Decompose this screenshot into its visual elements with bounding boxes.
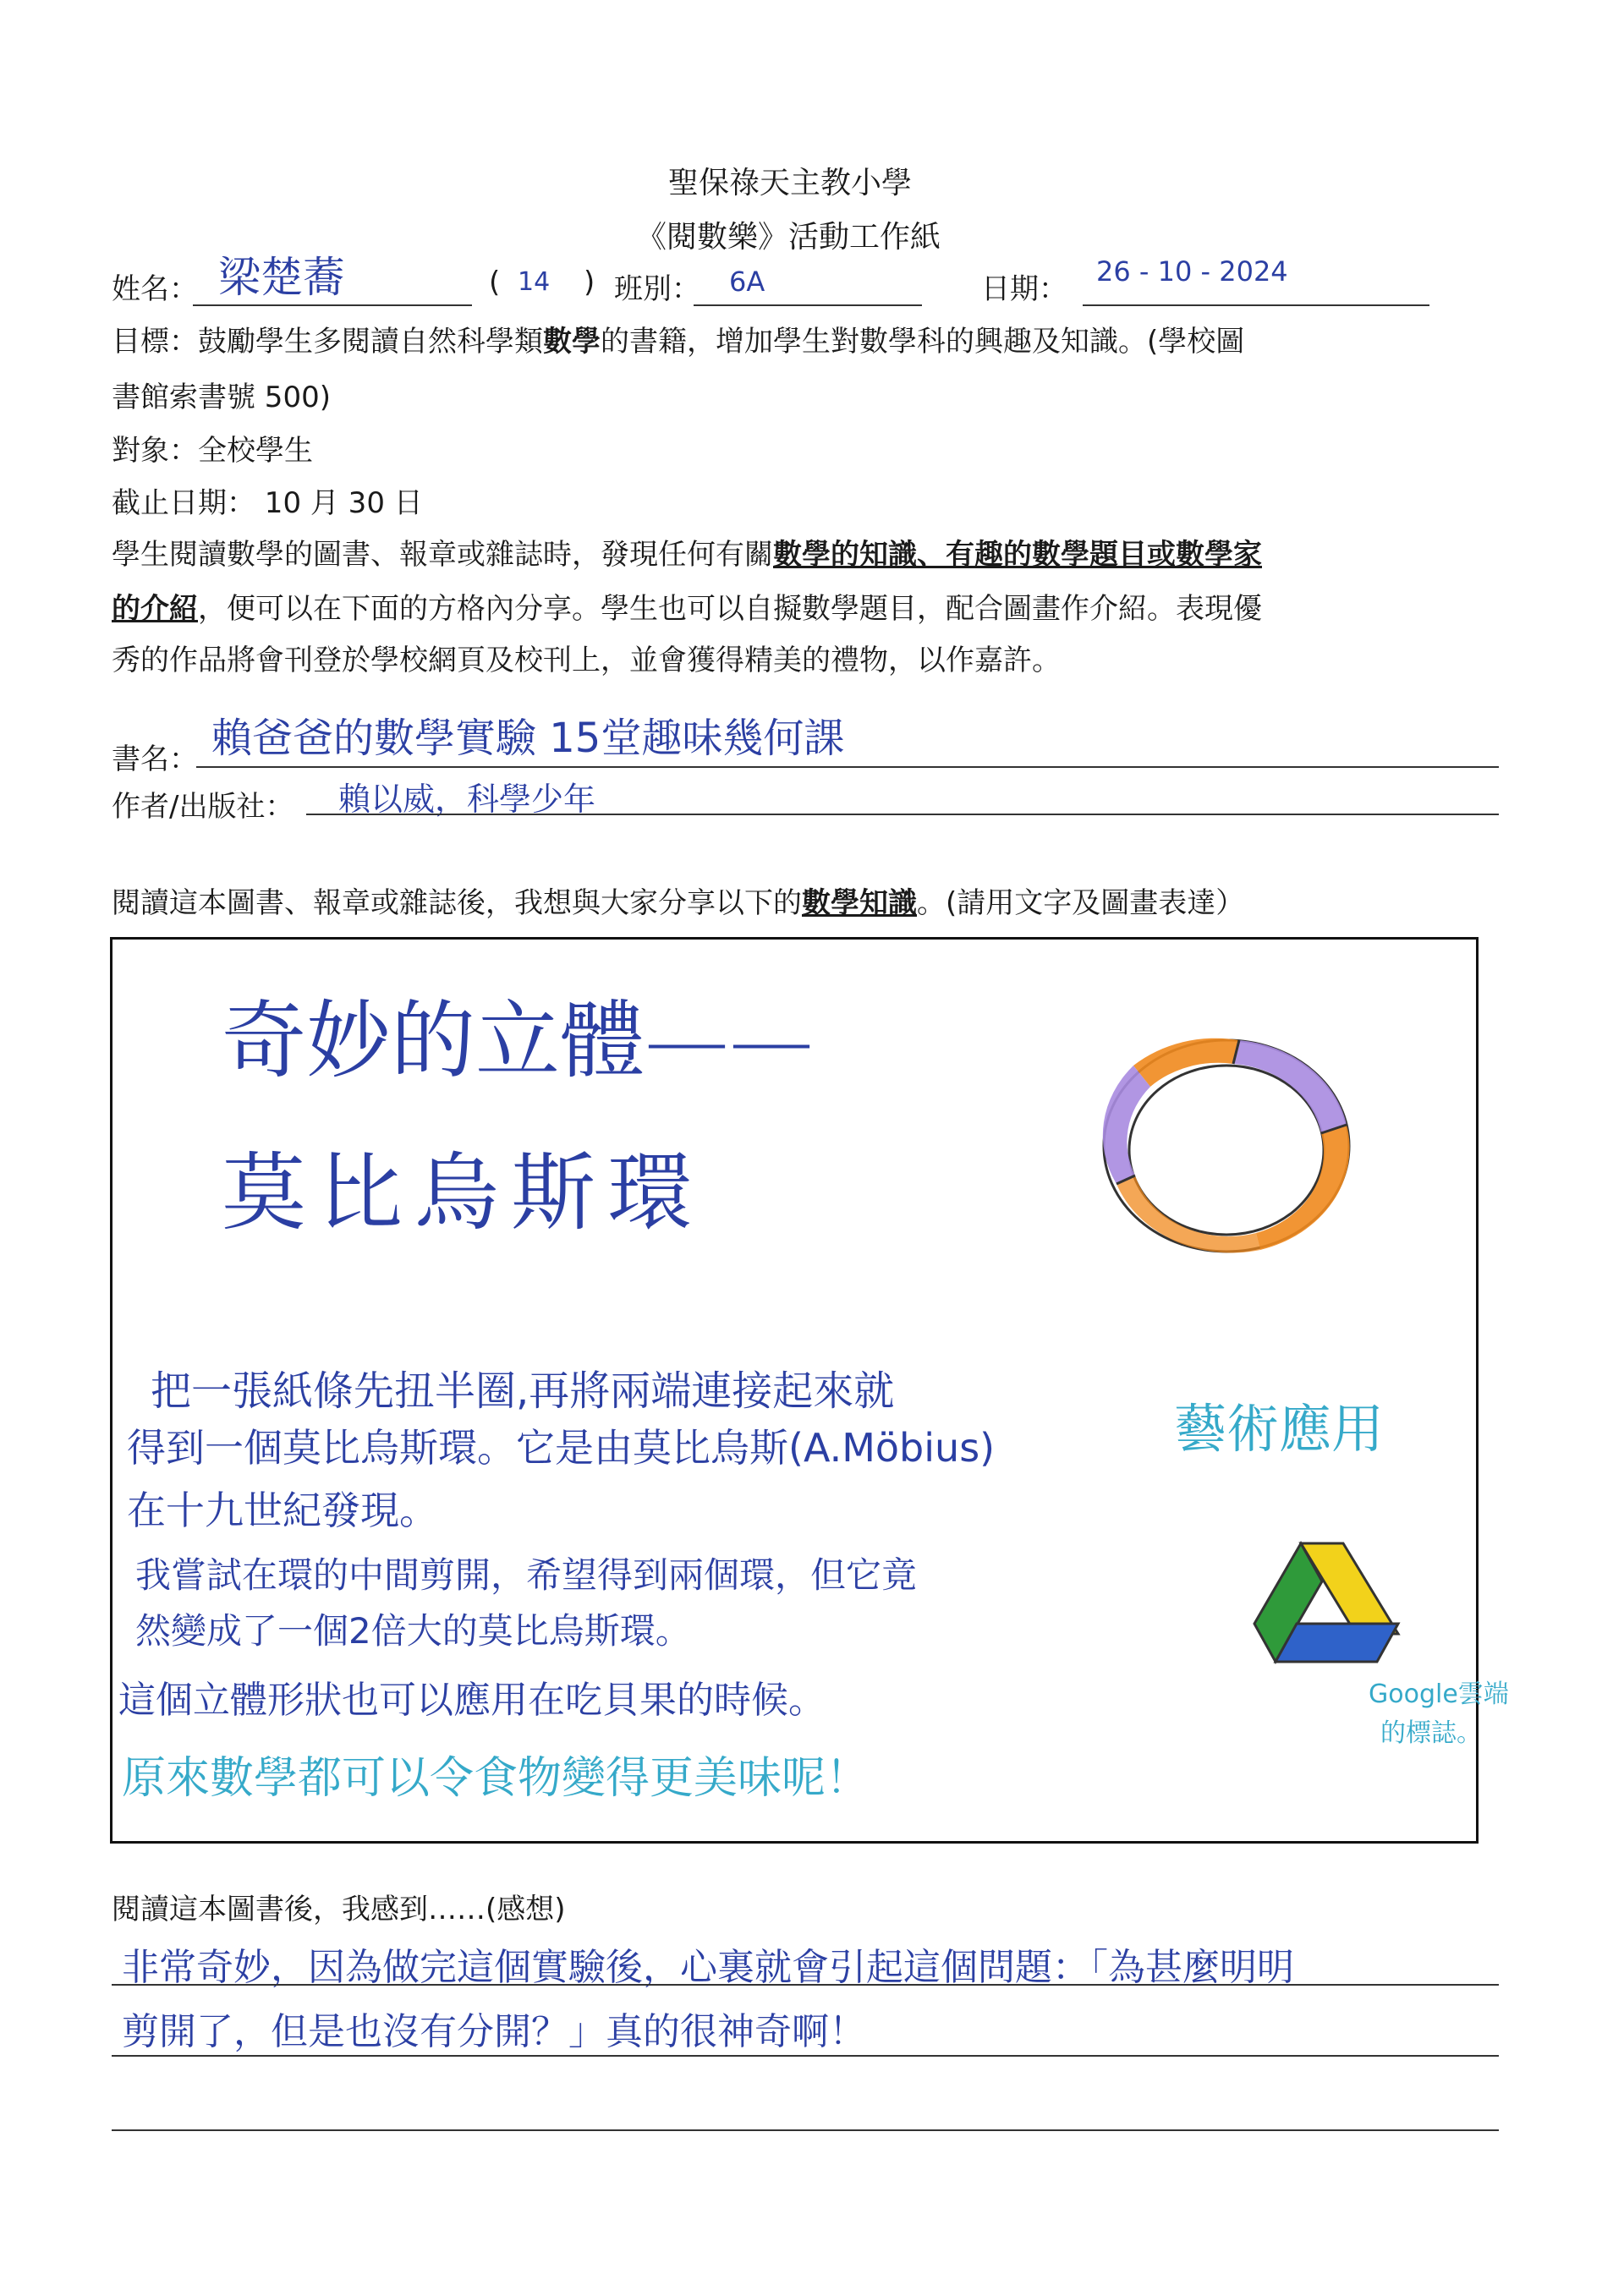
number-value: 14: [518, 267, 551, 297]
reflection-underline-2: [112, 2055, 1499, 2057]
instructions-line-1: 學生閱讀數學的圖書、報章或雜誌時，發現任何有關數學的知識、有趣的數學題目或數學家: [112, 538, 1262, 572]
reflection-underline-3: [112, 2129, 1499, 2131]
name-label: 姓名：: [112, 272, 198, 306]
share-heading-line-2: 莫比烏斯環: [222, 1143, 704, 1242]
date-label: 日期：: [981, 272, 1067, 306]
share-body-last-line: 原來數學都可以令食物變得更美味呢！: [122, 1753, 870, 1804]
google-drive-logo-icon: [1250, 1539, 1402, 1666]
logo-caption-line-2: 的標誌。: [1380, 1718, 1482, 1748]
reflection-prompt: 閱讀這本圖書後，我感到……(感想): [112, 1893, 566, 1926]
name-underline: [193, 304, 472, 306]
share-body-line-5: 然變成了一個2倍大的莫比烏斯環。: [135, 1610, 691, 1652]
author-underline: [306, 814, 1499, 815]
target-audience: 對象：全校學生: [112, 434, 313, 468]
number-close: ): [584, 266, 595, 299]
name-value: 梁楚蕎: [218, 253, 345, 302]
share-body-line-4: 我嘗試在環的中間剪開，希望得到兩個環，但它竟: [135, 1554, 918, 1596]
author-label: 作者/出版社：: [112, 790, 294, 824]
book-title-label: 書名：: [112, 743, 198, 776]
class-label: 班別：: [614, 272, 700, 306]
share-body-line-2: 得到一個莫比烏斯環。它是由莫比烏斯(A.Möbius): [127, 1425, 996, 1471]
author-value: 賴以威，科學少年: [338, 781, 596, 818]
reflection-line-1: 非常奇妙，因為做完這個實驗後，心裏就會引起這個問題：「為甚麼明明: [122, 1946, 1294, 1989]
share-body-line-1: 把一張紙條先扭半圈,再將兩端連接起來就: [151, 1367, 895, 1415]
reflection-line-2: 剪開了，但是也沒有分開？」真的很神奇啊！: [122, 2010, 866, 2053]
date-value: 26 - 10 - 2024: [1096, 255, 1288, 288]
share-heading-line-1: 奇妙的立體——: [222, 991, 814, 1090]
instructions-line-3: 秀的作品將會刊登於學校網頁及校刊上，並會獲得精美的禮物，以作嘉許。: [112, 644, 1061, 677]
logo-caption-line-1: Google雲端: [1369, 1680, 1509, 1709]
school-name: 聖保祿天主教小學: [668, 166, 913, 200]
book-title-value: 賴爸爸的數學實驗 15堂趣味幾何課: [211, 715, 845, 762]
worksheet-title: 《閱數樂》活動工作紙: [636, 220, 941, 255]
goal-line-1: 目標：鼓勵學生多閱讀自然科學類數學的書籍，增加學生對數學科的興趣及知識。(學校圖: [112, 325, 1245, 359]
class-underline: [694, 304, 922, 306]
goal-line-2: 書館索書號 500): [112, 381, 331, 414]
instructions-line-2: 的介紹，便可以在下面的方格內分享。學生也可以自擬數學題目，配合圖畫作介紹。表現優: [112, 592, 1262, 626]
mobius-strip-drawing-icon: [1083, 1015, 1370, 1277]
deadline: 截止日期： 10 月 30 日: [112, 486, 423, 520]
class-value: 6A: [729, 266, 765, 298]
share-body-line-6: 這個立體形狀也可以應用在吃貝果的時候。: [118, 1679, 826, 1722]
date-underline: [1083, 304, 1429, 306]
book-title-underline: [196, 766, 1499, 768]
number-open: (: [489, 266, 501, 299]
art-application-label: 藝術應用: [1174, 1398, 1385, 1460]
share-prompt: 閱讀這本圖書、報章或雜誌後，我想與大家分享以下的數學知識。(請用文字及圖畫表達）: [112, 886, 1245, 920]
share-body-line-3: 在十九世紀發現。: [127, 1488, 438, 1533]
reflection-underline-1: [112, 1984, 1499, 1986]
